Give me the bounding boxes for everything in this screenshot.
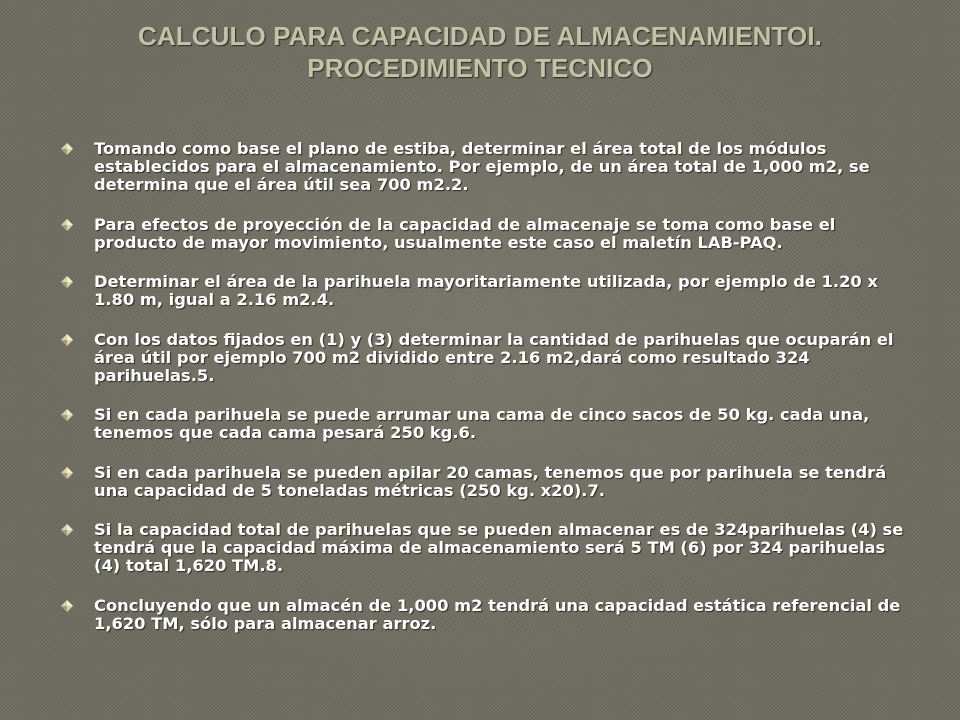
diamond-bullet-icon [60,408,74,422]
bullet-list [60,140,910,654]
list-item [60,331,910,385]
diamond-bullet-icon [60,523,74,537]
list-item [60,464,910,500]
bullet-text: Si en cada parihuela se puede arrumar una cama de cinco sacos de 50 kg. cada una, tenemos que cada cama pesará 250 kg.6. [94,405,870,442]
diamond-bullet-icon [60,142,74,156]
list-item [60,216,910,252]
list-item [60,140,910,194]
bullet-text: Determinar el área de la parihuela mayoritariamente utilizada, por ejemplo de 1.20 x 1.80 m, igual a 2.16 m2.4. [94,272,878,309]
bullet-text: Si la capacidad total de parihuelas que se pueden almacenar es de 324parihuelas (4) se tendrá que la capacidad máxima de almacenamiento será 5 TM (6) por 324 parihuelas (4) total 1,620 TM.8. [94,520,904,575]
bullet-text: Si en cada parihuela se pueden apilar 20 camas, tenemos que por parihuela se tendrá una capacidad de 5 toneladas métricas (250 kg. x20).7. [94,462,887,500]
diamond-bullet-icon [60,275,74,289]
diamond-bullet-icon [60,599,74,613]
bullet-text: Concluyendo que un almacén de 1,000 m2 tendrá una capacidad estática referencial de 1,620 TM, sólo para almacenar arroz. [94,595,901,633]
list-item [60,521,910,575]
list-item [60,597,910,633]
diamond-bullet-icon [60,466,74,480]
title-line-2: PROCEDIMIENTO TECNICO [307,53,653,83]
bullet-text: Con los datos fijados en (1) y (3) determinar la cantidad de parihuelas que ocuparán el área útil por ejemplo 700 m2 dividido entre 2.16 m2,dará como resultado 324 parihuelas.5. [94,329,894,385]
diamond-bullet-icon [60,218,74,232]
list-item [60,406,910,442]
title-line-1: CALCULO PARA CAPACIDAD DE ALMACENAMIENTOI. [137,21,823,51]
page-title [40,20,920,84]
bullet-text: Para efectos de proyección de la capacidad de almacenaje se toma como base el producto de mayor movimiento, usualmente este caso el maletín LAB-PAQ. [94,214,836,252]
bullet-text: Tomando como base el plano de estiba, determinar el área total de los módulos establecidos para el almacenamiento. Por ejemplo, de un área total de 1,000 m2, se determina que el área útil sea 700 m2.2. [94,139,870,194]
list-item [60,273,910,309]
diamond-bullet-icon [60,333,74,347]
